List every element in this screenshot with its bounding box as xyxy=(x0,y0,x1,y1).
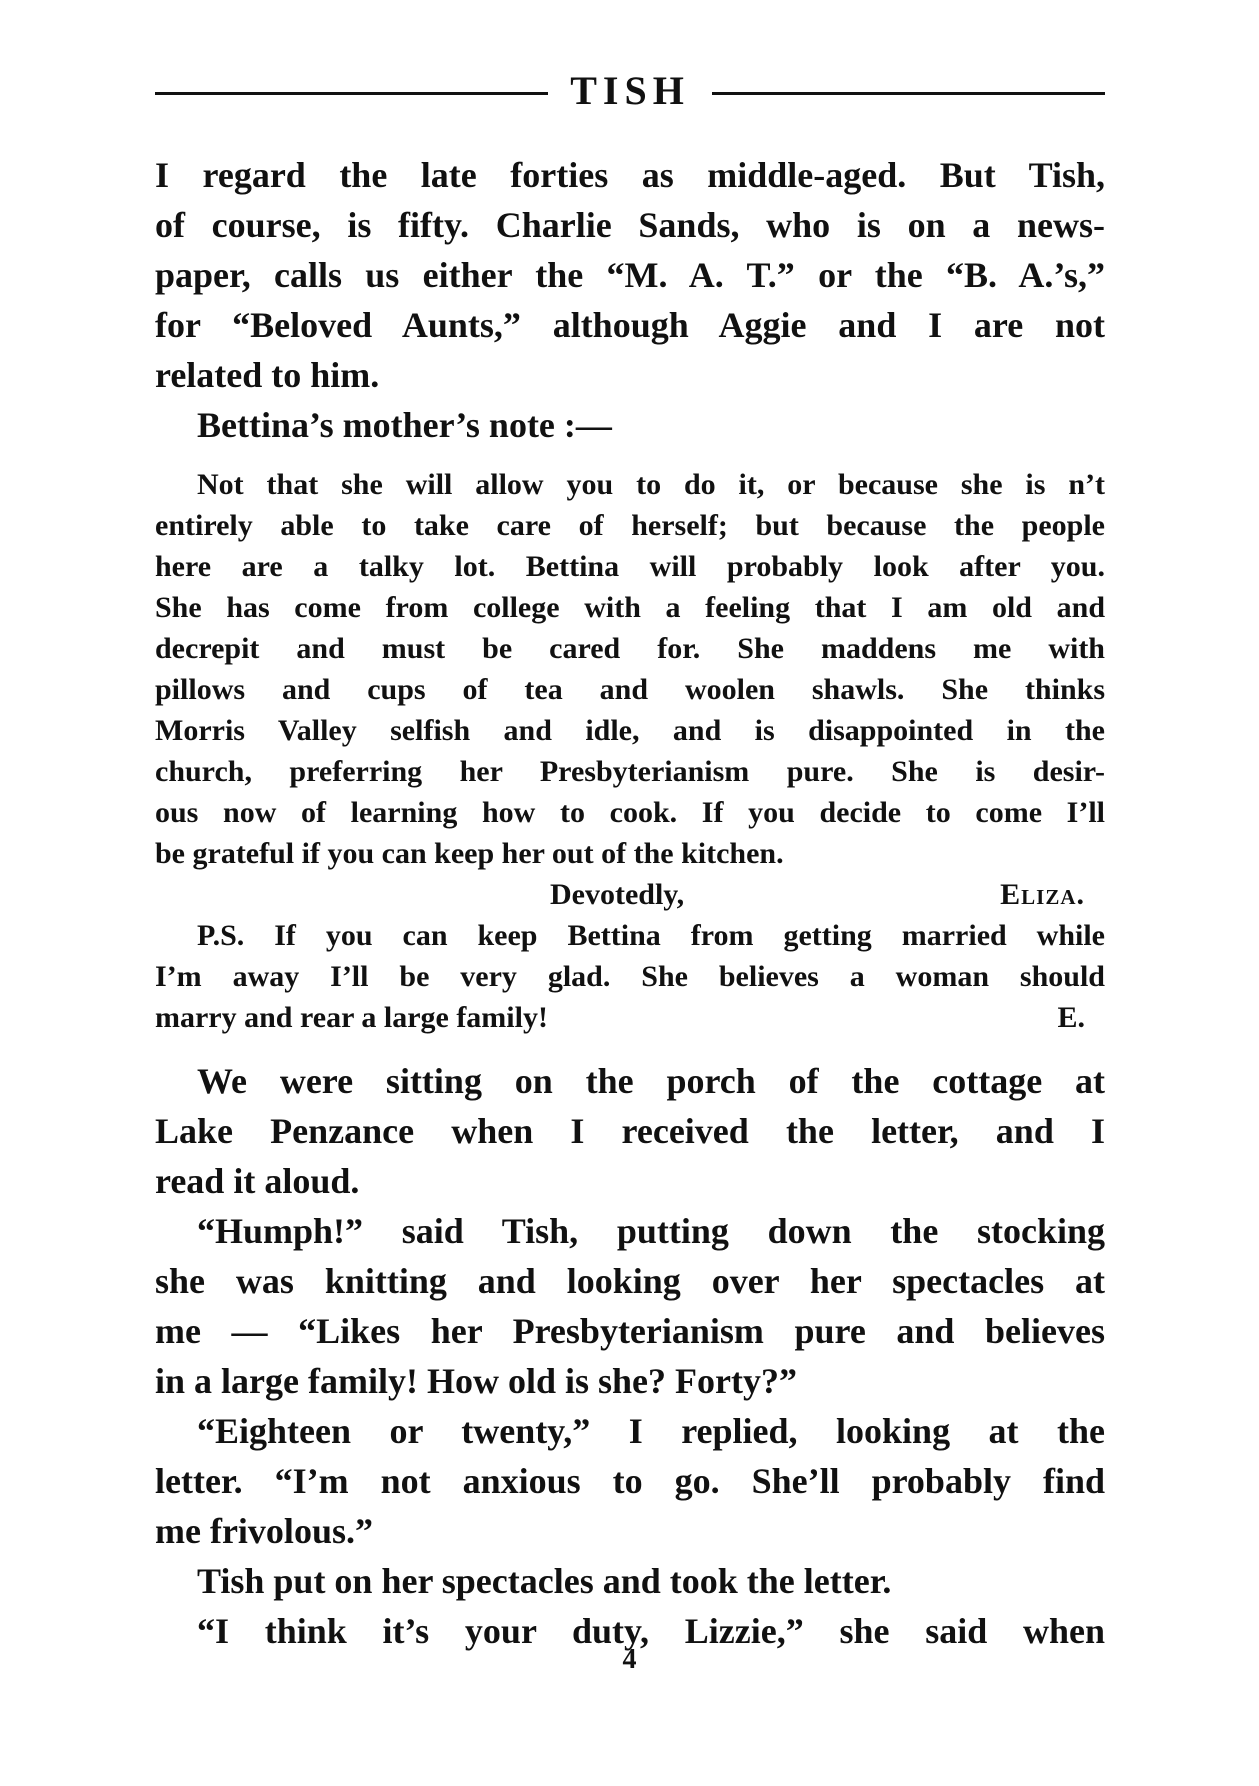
letter-line: entirely able to take care of herself; but because the people xyxy=(155,509,1105,542)
postscript-line: P.S. If you can keep Bettina from getting married while xyxy=(197,919,1105,952)
letter-line: church, preferring her Presbyterianism pure. She is desir- xyxy=(155,755,1105,788)
text-line: of course, is fifty. Charlie Sands, who is on a news- xyxy=(155,205,1105,245)
book-page xyxy=(155,60,1105,1656)
opening-paragraph xyxy=(155,150,1105,400)
page-number: 4 xyxy=(622,1644,637,1675)
text-line: “Eighteen or twenty,” I replied, looking at the xyxy=(197,1411,1105,1451)
postscript-last-line xyxy=(155,997,1105,1038)
text-line: We were sitting on the porch of the cottage at xyxy=(197,1061,1105,1101)
letter-line: decrepit and must be cared for. She maddens me with xyxy=(155,632,1105,665)
text-line: Tish put on her spectacles and took the letter. xyxy=(197,1561,892,1601)
letter-closing: Devotedly, xyxy=(550,878,685,911)
text-line: Lake Penzance when I received the letter, and I xyxy=(155,1111,1105,1151)
quoted-letter xyxy=(155,464,1105,1038)
letter-line: here are a talky lot. Bettina will probably look after you. xyxy=(155,550,1105,583)
letter-signature: Eliza. xyxy=(1000,878,1085,911)
letter-line: Morris Valley selfish and idle, and is disappointed in the xyxy=(155,714,1105,747)
text-line: me frivolous.” xyxy=(155,1511,373,1551)
letter-signoff xyxy=(155,874,1105,915)
running-title: TISH xyxy=(570,67,690,113)
text-line: related to him. xyxy=(155,355,380,395)
postscript-line: I’m away I’ll be very glad. She believes a woman should xyxy=(155,960,1105,993)
letter-line: She has come from college with a feeling that I am old and xyxy=(155,591,1105,624)
text-line: for “Beloved Aunts,” although Aggie and I are not xyxy=(155,305,1105,345)
text-line: “Humph!” said Tish, putting down the stocking xyxy=(197,1211,1105,1251)
postscript-text: marry and rear a large family! xyxy=(155,1001,548,1034)
text-line: in a large family! How old is she? Forty?” xyxy=(155,1361,797,1401)
header-rule-left xyxy=(155,92,548,95)
note-intro-paragraph xyxy=(155,400,1105,450)
text-line: I regard the late forties as middle-aged. But Tish, xyxy=(155,155,1105,195)
letter-line: be grateful if you can keep her out of the kitchen. xyxy=(155,837,784,870)
text-line: letter. “I’m not anxious to go. She’ll probably find xyxy=(155,1461,1105,1501)
text-line: read it aloud. xyxy=(155,1161,360,1201)
postscript-initial: E. xyxy=(1057,1001,1085,1034)
text-line: she was knitting and looking over her spectacles at xyxy=(155,1261,1105,1301)
text-line: me — “Likes her Presbyterianism pure and believes xyxy=(155,1311,1105,1351)
header-rule-right xyxy=(712,92,1105,95)
note-intro: Bettina’s mother’s note :— xyxy=(197,405,612,445)
text-line: “I think it’s your duty, Lizzie,” she said when xyxy=(197,1611,1105,1651)
running-header xyxy=(155,60,1105,120)
letter-line: pillows and cups of tea and woolen shawls. She thinks xyxy=(155,673,1105,706)
text-line: paper, calls us either the “M. A. T.” or the “B. A.’s,” xyxy=(155,255,1105,295)
letter-line: Not that she will allow you to do it, or because she is n’t xyxy=(197,468,1105,501)
narrative xyxy=(155,1056,1105,1656)
letter-line: ous now of learning how to cook. If you decide to come I’ll xyxy=(155,796,1105,829)
